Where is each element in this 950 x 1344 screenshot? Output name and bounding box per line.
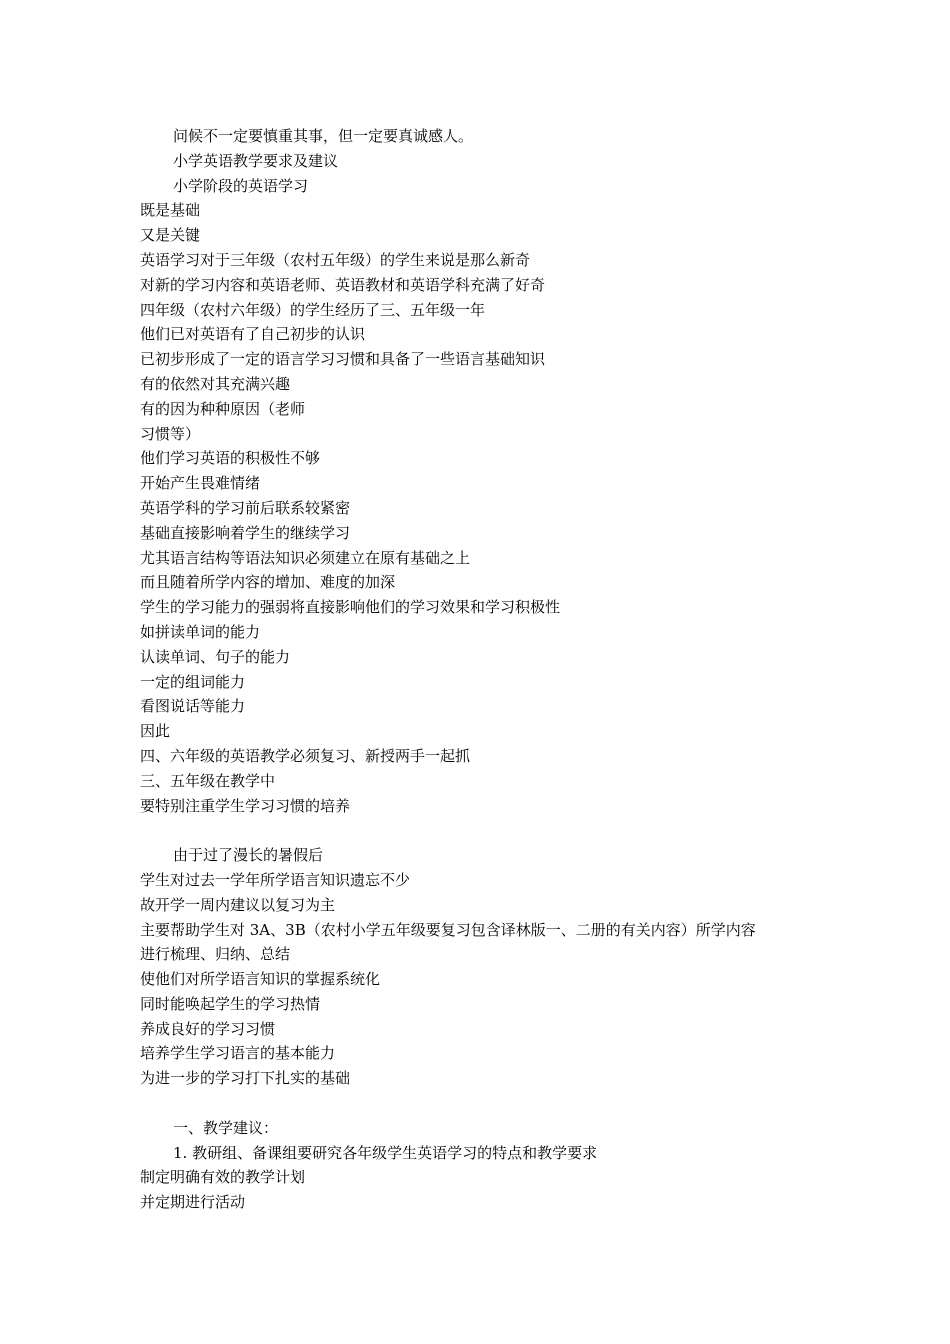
paragraph-line: 他们已对英语有了自己初步的认识 [140, 325, 366, 344]
paragraph-line: 三、五年级在教学中 [140, 771, 276, 790]
section-heading: 一、教学建议： [173, 1118, 279, 1137]
paragraph-line: 故开学一周内建议以复习为主 [140, 895, 336, 914]
paragraph-line: 同时能唤起学生的学习热情 [140, 994, 321, 1013]
paragraph-line: 养成良好的学习习惯 [140, 1019, 276, 1038]
document-body [140, 124, 840, 1215]
paragraph-line: 主要帮助学生对 3A、3B（农村小学五年级要复习包含译林版一、二册的有关内容）所学内容 [140, 920, 756, 939]
paragraph-line: 英语学科的学习前后联系较紧密 [140, 498, 351, 517]
paragraph-line: 如拼读单词的能力 [140, 622, 261, 641]
paragraph-line: 有的因为种种原因（老师 [140, 399, 306, 418]
paragraph-line: 使他们对所学语言知识的掌握系统化 [140, 970, 381, 989]
paragraph-line: 因此 [140, 722, 171, 741]
paragraph-line: 对新的学习内容和英语老师、英语教材和英语学科充满了好奇 [140, 275, 546, 294]
paragraph-line: 认读单词、句子的能力 [140, 647, 291, 666]
paragraph-line: 四、六年级的英语教学必须复习、新授两手一起抓 [140, 746, 471, 765]
paragraph-line: 习惯等） [140, 424, 201, 443]
paragraph-line: 他们学习英语的积极性不够 [140, 449, 321, 468]
numbered-item: 1. 教研组、备课组要研究各年级学生英语学习的特点和教学要求 [173, 1143, 598, 1162]
paragraph-line: 看图说话等能力 [140, 697, 246, 716]
paragraph-gap [140, 818, 840, 843]
paragraph-line: 四年级（农村六年级）的学生经历了三、五年级一年 [140, 300, 486, 319]
paragraph-line: 要特别注重学生学习习惯的培养 [140, 796, 351, 815]
paragraph-line: 尤其语言结构等语法知识必须建立在原有基础之上 [140, 548, 471, 567]
paragraph-line: 基础直接影响着学生的继续学习 [140, 523, 351, 542]
paragraph-line: 小学阶段的英语学习 [173, 176, 309, 195]
paragraph-line: 学生对过去一学年所学语言知识遗忘不少 [140, 870, 411, 889]
document-title: 小学英语教学要求及建议 [173, 151, 339, 170]
paragraph-line: 已初步形成了一定的语言学习习惯和具备了一些语言基础知识 [140, 350, 546, 369]
paragraph-line: 英语学习对于三年级（农村五年级）的学生来说是那么新奇 [140, 250, 531, 269]
paragraph-line: 并定期进行活动 [140, 1193, 246, 1212]
paragraph-line: 制定明确有效的教学计划 [140, 1168, 306, 1187]
paragraph-gap [140, 1091, 840, 1116]
paragraph-line: 而且随着所学内容的增加、难度的加深 [140, 573, 396, 592]
paragraph-line: 有的依然对其充满兴趣 [140, 374, 291, 393]
paragraph-line: 培养学生学习语言的基本能力 [140, 1044, 336, 1063]
paragraph-line: 又是关键 [140, 226, 201, 245]
paragraph-line: 学生的学习能力的强弱将直接影响他们的学习效果和学习积极性 [140, 598, 561, 617]
paragraph-line: 开始产生畏难情绪 [140, 474, 261, 493]
paragraph-line: 既是基础 [140, 201, 201, 220]
paragraph-line: 进行梳理、归纳、总结 [140, 945, 291, 964]
paragraph-line: 问候不一定要慎重其事，但一定要真诚感人。 [173, 127, 474, 145]
paragraph-line: 为进一步的学习打下扎实的基础 [140, 1069, 351, 1088]
paragraph-line: 一定的组词能力 [140, 672, 246, 691]
paragraph-line: 由于过了漫长的暑假后 [173, 846, 324, 865]
